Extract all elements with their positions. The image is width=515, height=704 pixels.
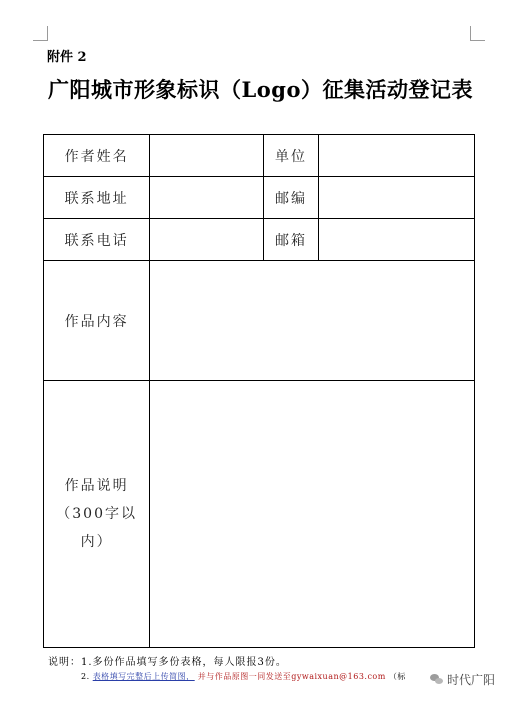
phone-label: 联系电话 xyxy=(44,219,150,261)
unit-label: 单位 xyxy=(264,135,318,177)
wechat-icon xyxy=(430,674,444,685)
watermark-text: 时代广阳 xyxy=(447,673,496,687)
description-label-cell xyxy=(44,381,150,648)
form-row-phone xyxy=(44,219,475,261)
page-corner-mark-top-left xyxy=(33,26,48,41)
author-name-field[interactable] xyxy=(150,135,264,177)
note-line-2-red-text: 并与作品原图一同发送至gywaixuan@163.com xyxy=(197,672,386,681)
unit-field[interactable] xyxy=(318,135,474,177)
address-label: 联系地址 xyxy=(44,177,150,219)
note-line-2-blue-text: 表格填写完整后上传简图， xyxy=(92,672,195,681)
description-hint: （300字以内） xyxy=(56,506,137,550)
registration-form-table xyxy=(43,134,475,648)
form-row-author xyxy=(44,135,475,177)
attachment-label: 附件 2 xyxy=(47,50,87,65)
note-line-2 xyxy=(81,671,406,682)
email-field[interactable] xyxy=(318,219,474,261)
description-label: 作品说明 xyxy=(64,478,129,494)
content-label: 作品内容 xyxy=(44,261,150,381)
note-line-2-tail: （标 xyxy=(388,672,406,681)
note-line-1: 说明：1.多份作品填写多份表格，每人限报3份。 xyxy=(48,657,287,668)
note-line-2-number: 2. xyxy=(81,672,90,681)
form-row-content xyxy=(44,261,475,381)
page-corner-mark-top-right xyxy=(470,26,485,41)
postcode-label: 邮编 xyxy=(264,177,318,219)
postcode-field[interactable] xyxy=(318,177,474,219)
form-row-address xyxy=(44,177,475,219)
phone-field[interactable] xyxy=(150,219,264,261)
form-row-description xyxy=(44,381,475,648)
address-field[interactable] xyxy=(150,177,264,219)
page-title: 广阳城市形象标识（Logo）征集活动登记表 xyxy=(48,77,473,102)
content-field[interactable] xyxy=(150,261,475,381)
email-label: 邮箱 xyxy=(264,219,318,261)
wechat-watermark xyxy=(430,671,495,688)
description-field[interactable] xyxy=(150,381,475,648)
author-name-label: 作者姓名 xyxy=(44,135,150,177)
